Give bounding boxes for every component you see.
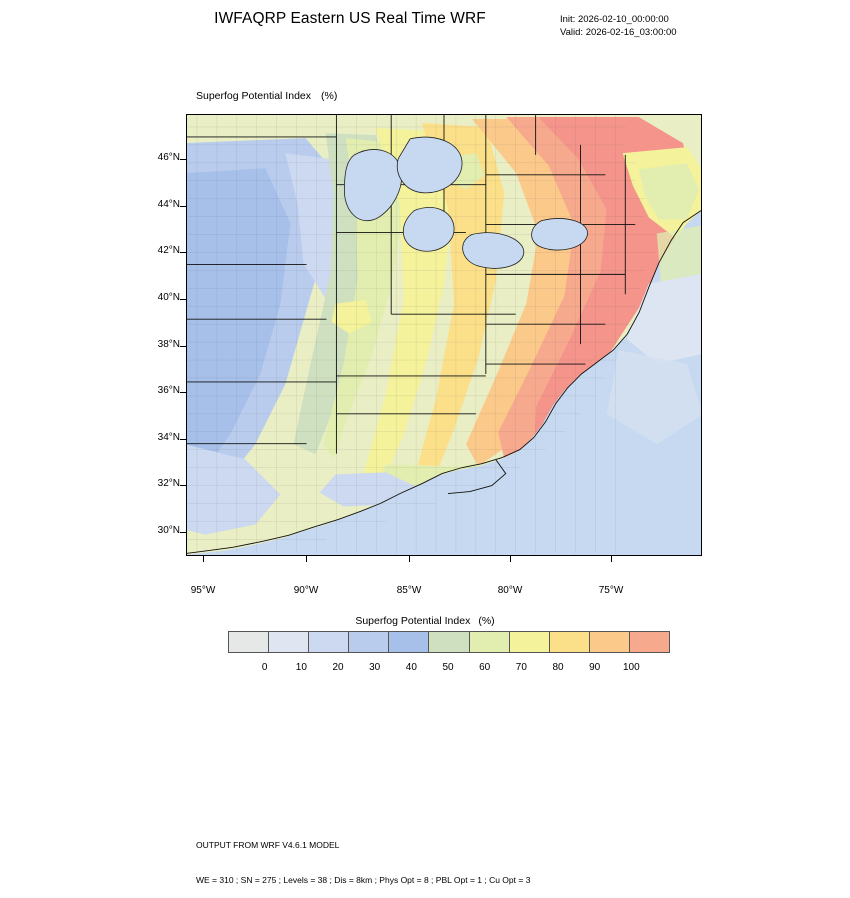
colorbar-title-text: Superfog Potential Index — [355, 615, 471, 627]
x-tick-mark — [611, 556, 612, 562]
colorbar-tick-label: 90 — [589, 662, 601, 673]
colorbar-swatch — [309, 632, 349, 652]
plot-title-text: Superfog Potential Index — [196, 90, 311, 102]
y-tick-label: 38°N — [157, 339, 180, 350]
x-tick-label: 80°W — [497, 585, 523, 596]
colorbar-title — [0, 615, 850, 627]
colorbar-tick-label: 20 — [332, 662, 344, 673]
colorbar-swatch — [269, 632, 309, 652]
colorbar-tick-label: 40 — [405, 662, 417, 673]
colorbar-swatch — [389, 632, 429, 652]
y-tick-mark — [180, 252, 186, 253]
y-tick-mark — [180, 439, 186, 440]
boundaries-layer — [187, 115, 701, 555]
y-tick-mark — [180, 392, 186, 393]
colorbar-swatch — [349, 632, 389, 652]
model-version-line: OUTPUT FROM WRF V4.6.1 MODEL — [196, 840, 340, 850]
y-tick-label: 46°N — [157, 152, 180, 163]
page-title: IWFAQRP Eastern US Real Time WRF — [214, 10, 486, 27]
colorbar-swatch — [229, 632, 269, 652]
x-tick-label: 85°W — [396, 585, 422, 596]
colorbar-swatch — [550, 632, 590, 652]
x-tick-label: 95°W — [190, 585, 216, 596]
y-tick-label: 32°N — [157, 478, 180, 489]
run-info — [560, 13, 677, 39]
map-panel[interactable] — [186, 114, 702, 556]
y-tick-mark — [180, 346, 186, 347]
y-tick-label: 30°N — [157, 525, 180, 536]
colorbar-swatch — [470, 632, 510, 652]
colorbar-tick-label: 0 — [261, 662, 268, 673]
y-tick-label: 42°N — [157, 245, 180, 256]
y-tick-label: 36°N — [157, 385, 180, 396]
colorbar[interactable] — [228, 631, 670, 653]
colorbar-swatch — [590, 632, 630, 652]
colorbar-swatch — [429, 632, 469, 652]
colorbar-tick-label: 30 — [369, 662, 381, 673]
y-tick-mark — [180, 206, 186, 207]
x-tick-label: 90°W — [293, 585, 319, 596]
x-tick-mark — [306, 556, 307, 562]
colorbar-tick-label: 100 — [622, 662, 640, 673]
y-tick-mark — [180, 299, 186, 300]
colorbar-tick-label: 80 — [552, 662, 564, 673]
colorbar-swatch — [510, 632, 550, 652]
x-tick-mark — [203, 556, 204, 562]
y-tick-mark — [180, 532, 186, 533]
x-tick-mark — [510, 556, 511, 562]
y-tick-mark — [180, 485, 186, 486]
init-time: Init: 2026-02-10_00:00:00 — [560, 14, 669, 25]
y-tick-label: 40°N — [157, 292, 180, 303]
plot-title-units: (%) — [321, 90, 338, 102]
y-tick-label: 34°N — [157, 432, 180, 443]
y-tick-label: 44°N — [157, 199, 180, 210]
model-output-info — [196, 817, 530, 898]
model-config-line: WE = 310 ; SN = 275 ; Levels = 38 ; Dis = 8km ; Phys Opt = 8 ; PBL Opt = 1 ; Cu Opt = 3 — [196, 874, 531, 885]
x-tick-mark — [409, 556, 410, 562]
y-tick-mark — [180, 159, 186, 160]
colorbar-tick-label: 70 — [515, 662, 527, 673]
colorbar-tick-label: 50 — [442, 662, 454, 673]
valid-time: Valid: 2026-02-16_03:00:00 — [560, 27, 677, 38]
x-tick-label: 75°W — [598, 585, 624, 596]
colorbar-title-units: (%) — [478, 615, 495, 627]
colorbar-tick-labels — [228, 662, 668, 676]
map-canvas — [187, 115, 701, 555]
plot-title — [196, 90, 337, 102]
colorbar-tick-label: 60 — [479, 662, 491, 673]
colorbar-tick-label: 10 — [295, 662, 307, 673]
colorbar-swatch — [630, 632, 669, 652]
